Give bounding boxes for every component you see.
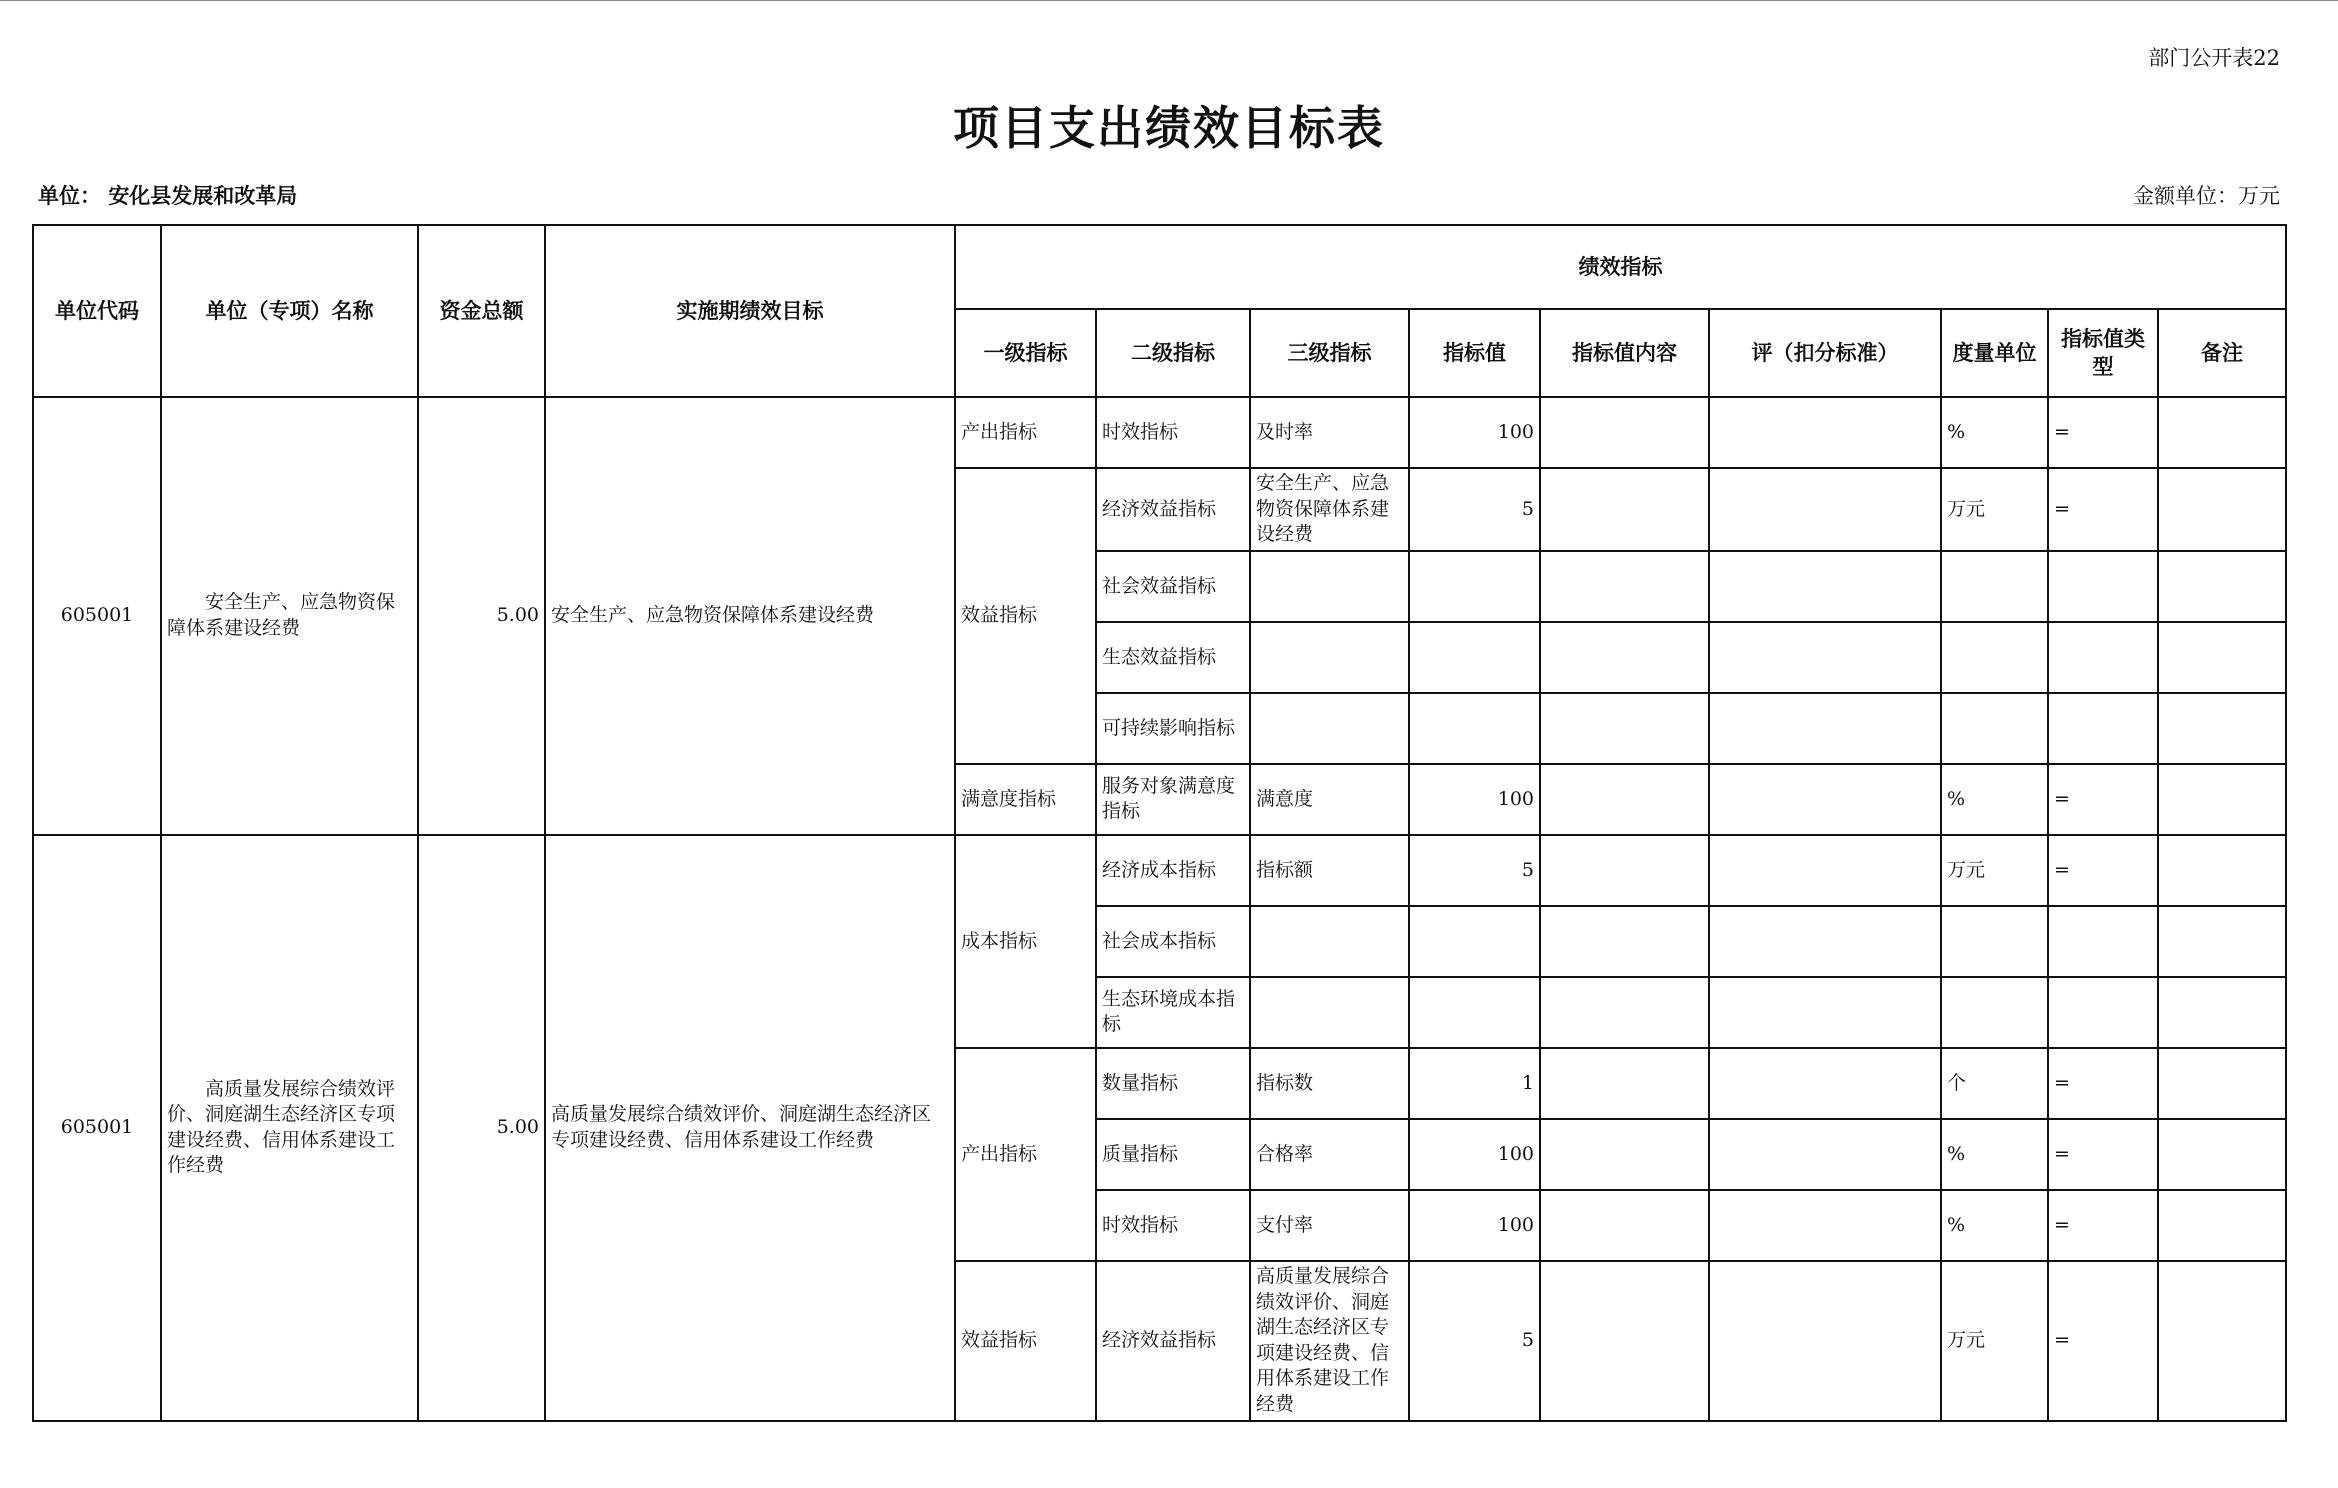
value-content-cell (1540, 468, 1709, 551)
value-cell: 100 (1409, 397, 1540, 468)
level3-cell (1250, 622, 1409, 693)
scoring-cell (1709, 551, 1941, 622)
measure-unit-cell: 万元 (1941, 835, 2048, 906)
total-funds-cell: 5.00 (418, 835, 545, 1421)
header-performance-indicators: 绩效指标 (955, 225, 2286, 309)
unit-name-cell: 安全生产、应急物资保障体系建设经费 (161, 397, 418, 835)
level2-cell: 生态环境成本指标 (1096, 977, 1250, 1048)
measure-unit-cell: % (1941, 1119, 2048, 1190)
measure-unit-cell (1941, 977, 2048, 1048)
goal-cell: 高质量发展综合绩效评价、洞庭湖生态经济区专项建设经费、信用体系建设工作经费 (545, 835, 955, 1421)
value-content-cell (1540, 1048, 1709, 1119)
performance-table (32, 224, 2287, 1422)
table-row (33, 397, 2286, 468)
header-level3: 三级指标 (1250, 309, 1409, 397)
header-value-type: 指标值类型 (2048, 309, 2158, 397)
level1-cell: 满意度指标 (955, 764, 1096, 835)
remark-cell (2158, 551, 2286, 622)
measure-unit-cell: % (1941, 397, 2048, 468)
level3-cell: 安全生产、应急物资保障体系建设经费 (1250, 468, 1409, 551)
value-type-cell (2048, 693, 2158, 764)
header-level2: 二级指标 (1096, 309, 1250, 397)
header-total-funds: 资金总额 (418, 225, 545, 397)
level3-cell: 合格率 (1250, 1119, 1409, 1190)
value-cell: 5 (1409, 1261, 1540, 1421)
value-cell: 100 (1409, 1119, 1540, 1190)
level2-cell: 时效指标 (1096, 1190, 1250, 1261)
value-content-cell (1540, 977, 1709, 1048)
measure-unit-cell (1941, 551, 2048, 622)
header-value-content: 指标值内容 (1540, 309, 1709, 397)
form-number: 部门公开表22 (2148, 46, 2280, 70)
scoring-cell (1709, 397, 1941, 468)
value-cell (1409, 551, 1540, 622)
level2-cell: 质量指标 (1096, 1119, 1250, 1190)
value-content-cell (1540, 397, 1709, 468)
scoring-cell (1709, 1261, 1941, 1421)
remark-cell (2158, 906, 2286, 977)
scoring-cell (1709, 1048, 1941, 1119)
value-type-cell: = (2048, 1048, 2158, 1119)
level3-cell (1250, 551, 1409, 622)
remark-cell (2158, 1190, 2286, 1261)
level2-cell: 服务对象满意度指标 (1096, 764, 1250, 835)
scoring-cell (1709, 693, 1941, 764)
header-goal: 实施期绩效目标 (545, 225, 955, 397)
value-content-cell (1540, 1119, 1709, 1190)
value-content-cell (1540, 551, 1709, 622)
remark-cell (2158, 1119, 2286, 1190)
measure-unit-cell: 个 (1941, 1048, 2048, 1119)
total-funds-cell: 5.00 (418, 397, 545, 835)
level2-cell: 社会成本指标 (1096, 906, 1250, 977)
scoring-cell (1709, 977, 1941, 1048)
value-cell: 1 (1409, 1048, 1540, 1119)
level3-cell (1250, 693, 1409, 764)
remark-cell (2158, 764, 2286, 835)
level3-cell: 指标额 (1250, 835, 1409, 906)
level2-cell: 社会效益指标 (1096, 551, 1250, 622)
scoring-cell (1709, 764, 1941, 835)
level3-cell (1250, 977, 1409, 1048)
value-type-cell: = (2048, 764, 2158, 835)
remark-cell (2158, 622, 2286, 693)
value-cell (1409, 906, 1540, 977)
value-content-cell (1540, 906, 1709, 977)
unit-code-cell: 605001 (33, 835, 161, 1421)
header-level1: 一级指标 (955, 309, 1096, 397)
value-cell: 5 (1409, 835, 1540, 906)
unit-info (38, 180, 297, 210)
remark-cell (2158, 977, 2286, 1048)
unit-name-cell: 高质量发展综合绩效评价、洞庭湖生态经济区专项建设经费、信用体系建设工作经费 (161, 835, 418, 1421)
value-cell (1409, 977, 1540, 1048)
level2-cell: 可持续影响指标 (1096, 693, 1250, 764)
value-content-cell (1540, 1190, 1709, 1261)
scoring-cell (1709, 835, 1941, 906)
value-type-cell: = (2048, 1190, 2158, 1261)
level3-cell: 及时率 (1250, 397, 1409, 468)
table-row (33, 835, 2286, 906)
unit-name: 安化县发展和改革局 (108, 184, 298, 208)
header-scoring: 评（扣分标准） (1709, 309, 1941, 397)
remark-cell (2158, 397, 2286, 468)
value-cell: 100 (1409, 764, 1540, 835)
level3-cell (1250, 906, 1409, 977)
remark-cell (2158, 693, 2286, 764)
value-cell: 5 (1409, 468, 1540, 551)
header-value: 指标值 (1409, 309, 1540, 397)
unit-label: 单位： (38, 184, 101, 208)
value-type-cell (2048, 977, 2158, 1048)
page-title: 项目支出绩效目标表 (953, 101, 1385, 155)
value-type-cell: = (2048, 397, 2158, 468)
value-content-cell (1540, 622, 1709, 693)
level1-cell: 效益指标 (955, 1261, 1096, 1421)
level1-cell: 产出指标 (955, 1048, 1096, 1261)
value-content-cell (1540, 1261, 1709, 1421)
level1-cell: 产出指标 (955, 397, 1096, 468)
value-cell (1409, 693, 1540, 764)
level3-cell: 指标数 (1250, 1048, 1409, 1119)
scoring-cell (1709, 1119, 1941, 1190)
level2-cell: 数量指标 (1096, 1048, 1250, 1119)
measure-unit-cell (1941, 906, 2048, 977)
value-type-cell (2048, 551, 2158, 622)
measure-unit-cell: % (1941, 764, 2048, 835)
measure-unit-cell: 万元 (1941, 1261, 2048, 1421)
value-type-cell (2048, 906, 2158, 977)
scoring-cell (1709, 906, 1941, 977)
measure-unit-cell (1941, 693, 2048, 764)
scoring-cell (1709, 468, 1941, 551)
goal-cell: 安全生产、应急物资保障体系建设经费 (545, 397, 955, 835)
top-border-line (0, 0, 2338, 1)
value-type-cell: = (2048, 468, 2158, 551)
header-unit-code: 单位代码 (33, 225, 161, 397)
scoring-cell (1709, 622, 1941, 693)
level1-cell: 成本指标 (955, 835, 1096, 1048)
measure-unit-cell: 万元 (1941, 468, 2048, 551)
level2-cell: 生态效益指标 (1096, 622, 1250, 693)
remark-cell (2158, 1048, 2286, 1119)
remark-cell (2158, 835, 2286, 906)
measure-unit-cell (1941, 622, 2048, 693)
remark-cell (2158, 468, 2286, 551)
header-unit-name: 单位（专项）名称 (161, 225, 418, 397)
level2-cell: 经济效益指标 (1096, 468, 1250, 551)
value-type-cell: = (2048, 1119, 2158, 1190)
header-measure-unit: 度量单位 (1941, 309, 2048, 397)
scoring-cell (1709, 1190, 1941, 1261)
amount-unit: 金额单位：万元 (2133, 184, 2280, 208)
value-cell: 100 (1409, 1190, 1540, 1261)
value-type-cell (2048, 622, 2158, 693)
level3-cell: 支付率 (1250, 1190, 1409, 1261)
value-type-cell: = (2048, 1261, 2158, 1421)
level1-cell: 效益指标 (955, 468, 1096, 764)
level3-cell: 满意度 (1250, 764, 1409, 835)
value-type-cell: = (2048, 835, 2158, 906)
level3-cell: 高质量发展综合绩效评价、洞庭湖生态经济区专项建设经费、信用体系建设工作经费 (1250, 1261, 1409, 1421)
level2-cell: 经济效益指标 (1096, 1261, 1250, 1421)
value-content-cell (1540, 764, 1709, 835)
value-cell (1409, 622, 1540, 693)
header-remark: 备注 (2158, 309, 2286, 397)
level2-cell: 经济成本指标 (1096, 835, 1250, 906)
value-content-cell (1540, 693, 1709, 764)
unit-code-cell: 605001 (33, 397, 161, 835)
measure-unit-cell: % (1941, 1190, 2048, 1261)
remark-cell (2158, 1261, 2286, 1421)
value-content-cell (1540, 835, 1709, 906)
level2-cell: 时效指标 (1096, 397, 1250, 468)
